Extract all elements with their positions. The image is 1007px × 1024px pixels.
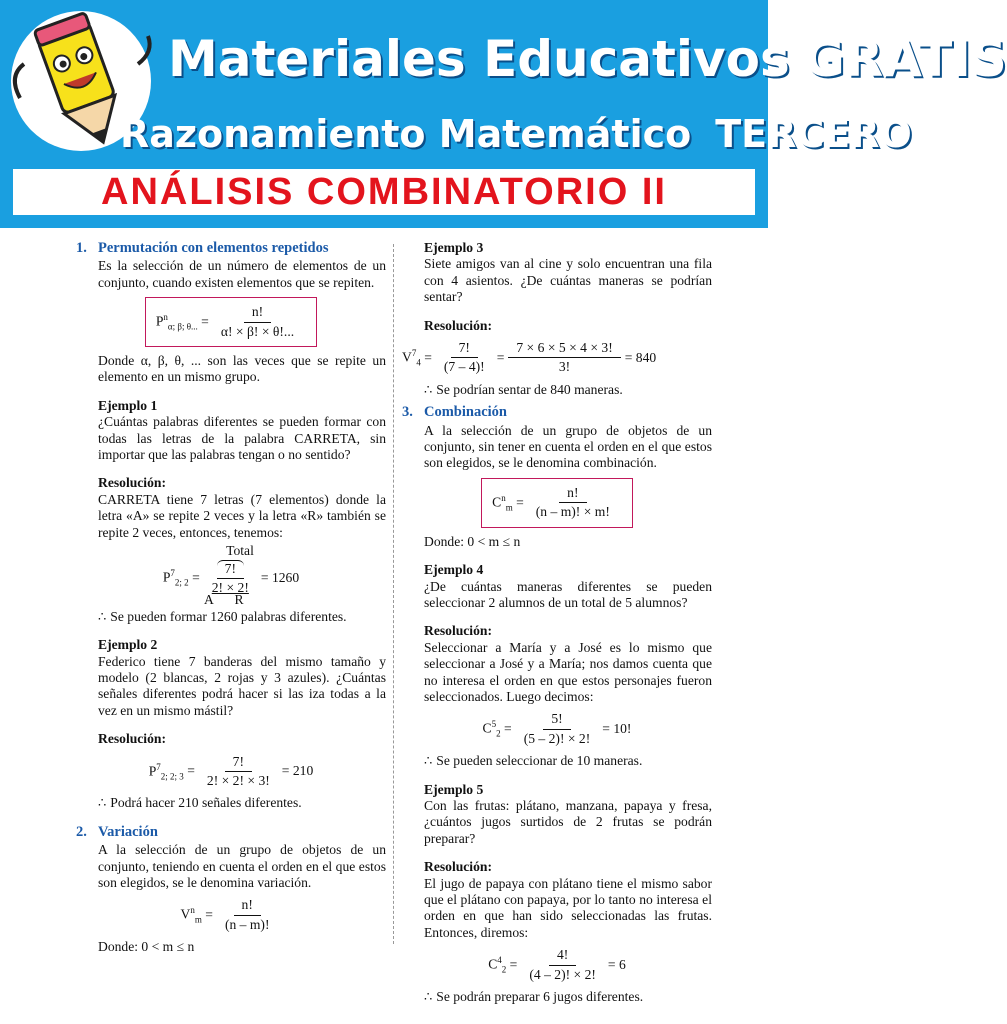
permutation-formula (76, 297, 386, 347)
formula-symbol: $P^7_{2; 2; 3}$ (148, 761, 184, 781)
example-5-resolution-label: Resolución: (424, 859, 492, 875)
therefore-symbol: ∴ (424, 989, 433, 1005)
section-title-variation (76, 824, 386, 840)
section-title-text: Variación (98, 823, 158, 840)
example-4-resolution-text: Seleccionar a María y a José es lo mismo que seleccionar a José y a María; nos damos cuenta que no interesa el orden en que estos personajes fueron seleccionados. Luego decimos: (424, 639, 712, 704)
example-2-conclusion: ∴ Podrá hacer 210 señales diferentes. (98, 795, 302, 811)
header-banner (0, 0, 1007, 228)
example-5-conclusion: ∴ Se podrán preparar 6 jugos diferentes. (424, 989, 644, 1005)
example-2-formula: $P^7_{2; 2; 3}$ = $\frac{7!}{2! \times 2! \times 3!}$ = 210 (148, 753, 314, 788)
formula-box: $P^n_{\alpha; \beta; \theta...}$ = $\frac{n!}{\alpha! \times \beta! \times \theta!...}$ (145, 297, 317, 347)
left-column (76, 240, 386, 956)
example-5-formula: $C^4_2$ = $\frac{4!}{(4 - 2)! \times 2!}$ = 6 (488, 947, 626, 982)
example-4-resolution-label: Resolución: (424, 623, 492, 639)
therefore-symbol: ∴ (424, 753, 433, 769)
column-divider (393, 244, 394, 944)
variation-where: Donde: 0 < m ≤ n (98, 939, 195, 955)
example-3-conclusion: ∴ Se podrían sentar de 840 maneras. (424, 381, 623, 397)
example-1-formula: $P^7_{2; 2}$ = $\frac{7!}{2! \times 2!}$ = 1260 (162, 560, 300, 595)
section-title-combination (402, 404, 712, 420)
example-4-formula: $C^5_2$ = $\frac{5!}{(5 - 2)! \times 2!}$ = 10! (482, 711, 632, 746)
formula-symbol: $C^n_m$ (492, 492, 513, 513)
example-2-resolution-label: Resolución: (98, 731, 166, 747)
formula-fraction: $\frac{n!}{(n - m)!}$ (224, 897, 270, 932)
example-1-text: ¿Cuántas palabras diferentes se pueden formar con todas las letras de la palabra CARRETA, sin importar que las palabras tengan o no sentido? (98, 414, 386, 463)
formula-symbol: $V^n_m$ (180, 905, 202, 925)
formula-symbol: $P^n_{\alpha; \beta; \theta...}$ (155, 312, 198, 332)
section-number: 2. (76, 823, 87, 840)
example-4-conclusion: ∴ Se pueden seleccionar de 10 maneras. (424, 753, 643, 769)
example-4-text: ¿De cuántas maneras diferentes se pueden seleccionar 2 alumnos de un total de 5 alumnos? (424, 578, 712, 610)
section-title-text: Combinación (424, 404, 507, 421)
example-5-resolution-text: El jugo de papaya con plátano tiene el mismo sabor que el plátano con papaya, por lo tanto no interesa el orden en que han sido seleccionadas las frutas. Entonces, diremos: (424, 875, 712, 940)
therefore-symbol: ∴ (424, 381, 433, 397)
right-column (402, 240, 712, 1005)
section-title-text: Permutación con elementos repetidos (98, 240, 329, 256)
permutation-where: Donde α, β, θ, ... son las veces que se repite un elemento en un mismo grupo. (98, 353, 386, 385)
formula-symbol: $C^5_2$ (482, 719, 501, 739)
formula-fraction: $\frac{7!}{2! \times 2! \times 3!}$ (206, 753, 270, 788)
permutation-definition: Es la selección de un número de elementos de un conjunto, cuando existen elementos que se repiten. (98, 258, 386, 290)
formula-symbol: $C^4_2$ (488, 955, 507, 975)
topic-title-box (10, 166, 758, 218)
formula-symbol: $P^7_{2; 2}$ (162, 568, 189, 588)
label-a: A (204, 592, 214, 608)
example-5-text: Con las frutas: plátano, manzana, papaya y fresa, ¿cuántos jugos surtidos de 2 frutas se podrán preparar? (424, 797, 712, 846)
site-title (168, 30, 1007, 100)
subject-line (120, 112, 912, 168)
variation-formula: $V^n_m$ = $\frac{n!}{(n - m)!}$ (76, 897, 386, 933)
formula-result: = 10! (602, 721, 632, 737)
example-1-title: Ejemplo 1 (98, 397, 158, 413)
formula-result: = 210 (281, 763, 314, 779)
example-1-total-label: Total (226, 543, 254, 559)
formula-fraction: $\frac{7!}{2! \times 2!}$ (211, 560, 249, 595)
formula-symbol: $V^7_4$ (402, 348, 421, 368)
therefore-symbol: ∴ (98, 795, 107, 811)
subject-name: Razonamiento Matemático (120, 112, 692, 156)
formula-fraction: $\frac{4!}{(4 - 2)! \times 2!}$ (529, 947, 596, 982)
formula-fraction: $\frac{5!}{(5 - 2)! \times 2!}$ (523, 711, 591, 746)
section-number: 1. (76, 240, 87, 256)
therefore-symbol: ∴ (98, 608, 107, 624)
label-r: R (234, 592, 244, 608)
example-4-title: Ejemplo 4 (424, 562, 484, 578)
combination-where: Donde: 0 < m ≤ n (424, 533, 521, 549)
example-1-resolution-label: Resolución: (98, 475, 166, 491)
example-1-resolution-text: CARRETA tiene 7 letras (7 elementos) donde la letra «A» se repite 2 veces y la letra «R» también se repite 2 veces, entonces, tenemos: (98, 491, 386, 540)
section-title-permutation (76, 240, 386, 256)
formula-fraction-2: $\frac{7 \times 6 \times 5 \times 4 \times 3!}{3!}$ (508, 340, 620, 376)
formula-result: = 1260 (260, 569, 300, 585)
example-2-text: Federico tiene 7 banderas del mismo tamaño y modelo (2 blancas, 2 rojas y 3 azules). ¿Cuántas señales diferentes podrá hacer si las iza todas a la vez en un mismo mástil? (98, 653, 386, 718)
variation-definition: A la selección de un grupo de objetos de un conjunto, teniendo en cuenta el orden en el que estos son elegidos, se le denomina variación. (98, 842, 386, 890)
site-title-main: Materiales Educativos (168, 30, 790, 88)
example-3-resolution-label: Resolución: (424, 317, 492, 333)
gratis-badge: GRATIS (803, 30, 1007, 88)
example-1-conclusion: ∴ Se pueden formar 1260 palabras diferentes. (98, 608, 347, 624)
example-3-text: Siete amigos van al cine y solo encuentran una fila con 4 asientos. ¿De cuántas maneras se podrían sentar? (424, 256, 712, 305)
formula-fraction: $\frac{n!}{(n - m)! \times m!}$ (535, 484, 610, 520)
formula-box: $C^n_m$ = $\frac{n!}{(n - m)! \times m!}$ (481, 478, 633, 528)
example-5-title: Ejemplo 5 (424, 781, 484, 797)
formula-fraction: $\frac{n!}{\alpha! \times \beta! \times \theta!...}$ (220, 304, 295, 339)
grade-level: TERCERO (715, 112, 912, 156)
combination-formula (402, 478, 712, 528)
section-number: 3. (402, 404, 413, 421)
formula-fraction-1: $\frac{7!}{(7 - 4)!}$ (443, 340, 485, 375)
topic-title: ANÁLISIS COMBINATORIO II (101, 171, 667, 213)
example-2-title: Ejemplo 2 (98, 637, 158, 653)
formula-result: = 6 (607, 956, 626, 972)
combination-definition: A la selección de un grupo de objetos de un conjunto, sin tener en cuenta el orden en el que estos son elegidos, se le denomina combinación. (424, 422, 712, 471)
example-3-formula: $V^7_4$ = $\frac{7!}{(7 - 4)!}$ = $\frac{7 \times 6 \times 5 \times 4 \times 3!}{3!}$ = 840 (402, 340, 657, 375)
example-3-title: Ejemplo 3 (424, 240, 484, 255)
formula-result: = 840 (624, 349, 657, 365)
